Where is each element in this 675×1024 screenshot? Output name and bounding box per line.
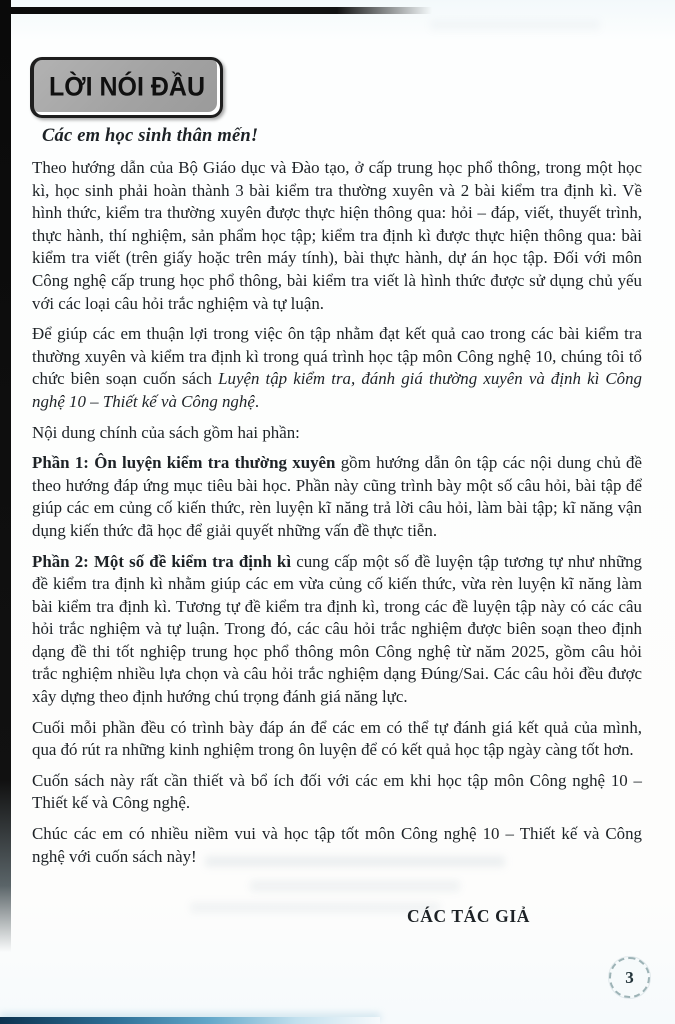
- page-number: 3: [625, 967, 634, 987]
- section-title: LỜI NÓI ĐẦU: [48, 71, 206, 103]
- page-number-badge: [609, 957, 650, 998]
- authors-signature: CÁC TÁC GIẢ: [407, 906, 530, 927]
- paragraph: Chúc các em có nhiều niềm vui và học tập tốt môn Công nghệ 10 – Thiết kế và Công nghệ với cuốn sách này!: [32, 824, 642, 866]
- page-content: [0, 118, 675, 927]
- section-title-badge: [30, 57, 223, 118]
- paragraph: Phần 2: Một số đề kiểm tra định kì cung cấp một số đề luyện tập tương tự như những đề kiểm tra định kì nhằm giúp các em vừa củng cố kiến thức, vừa rèn luyện kĩ năng làm bài kiểm tra định kì. Tương tự đề kiểm tra định kì, trong các đề luyện tập này có các câu hỏi trắc nghiệm và tự luận. Trong đó, các câu hỏi trắc nghiệm được biên soạn theo định dạng đề thi tốt nghiệp trung học phổ thông môn Công nghệ từ năm 2025, gồm câu hỏi trắc nghiệm nhiều lựa chọn và câu hỏi trắc nghiệm dạng Đúng/Sai. Các câu hỏi đều được xây dựng theo định hướng chú trọng đánh giá năng lực.: [32, 551, 642, 707]
- paragraph: Để giúp các em thuận lợi trong việc ôn tập nhằm đạt kết quả cao trong các bài kiểm tra thường xuyên và kiểm tra định kì trong quá trình học tập môn Công nghệ 10, chúng tôi tổ chức biên soạn cuốn sách Luyện tập kiểm tra, đánh giá thường xuyên và định kì Công nghệ 10 – Thiết kế và Công nghệ.: [32, 324, 642, 411]
- greeting-line: Các em học sinh thân mến!: [42, 126, 259, 146]
- paragraph: Nội dung chính của sách gồm hai phần:: [32, 422, 300, 442]
- paragraph: Theo hướng dẫn của Bộ Giáo dục và Đào tạo, ở cấp trung học phổ thông, trong một học kì, học sinh phải hoàn thành 3 bài kiểm tra thường xuyên và 2 bài kiểm tra định kì. Về hình thức, kiểm tra thường xuyên được thực hiện thông qua: hỏi – đáp, viết, thuyết trình, thực hành, thí nghiệm, sản phẩm học tập; kiểm tra định kì được thực hiện thông qua: bài kiểm tra viết (trên giấy hoặc trên máy tính), bài thực hành, dự án học tập. Đối với môn Công nghệ cấp trung học phổ thông, bài kiểm tra viết là hình thức được sử dụng chủ yếu với các loại câu hỏi trắc nghiệm và tự luận.: [32, 158, 642, 313]
- page-scan-bottom-edge: [0, 1017, 380, 1024]
- page-scan-top-edge: [0, 7, 432, 14]
- paragraph: Phần 1: Ôn luyện kiểm tra thường xuyên gồm hướng dẫn ôn tập các nội dung chủ đề theo hướng đáp ứng mục tiêu bài học. Phần này cũng trình bày một số câu hỏi, bài tập để giúp các em củng cố kiến thức, rèn luyện kĩ năng trả lời câu hỏi, làm bài tập; kĩ năng vận dụng kiến thức đã học để giải quyết những vấn đề thực tiễn.: [32, 453, 643, 540]
- paragraph: Cuối mỗi phần đều có trình bày đáp án để các em có thể tự đánh giá kết quả của mình, qua đó rút ra những kinh nghiệm trong ôn luyện để có kết quả học tập ngày càng tốt hơn.: [32, 717, 642, 760]
- body-paragraphs: [32, 157, 642, 868]
- paragraph: Cuốn sách này rất cần thiết và bổ ích đối với các em khi học tập môn Công nghệ 10 – Thiết kế và Công nghệ.: [32, 770, 642, 813]
- bleed-through-artifact: [430, 20, 600, 30]
